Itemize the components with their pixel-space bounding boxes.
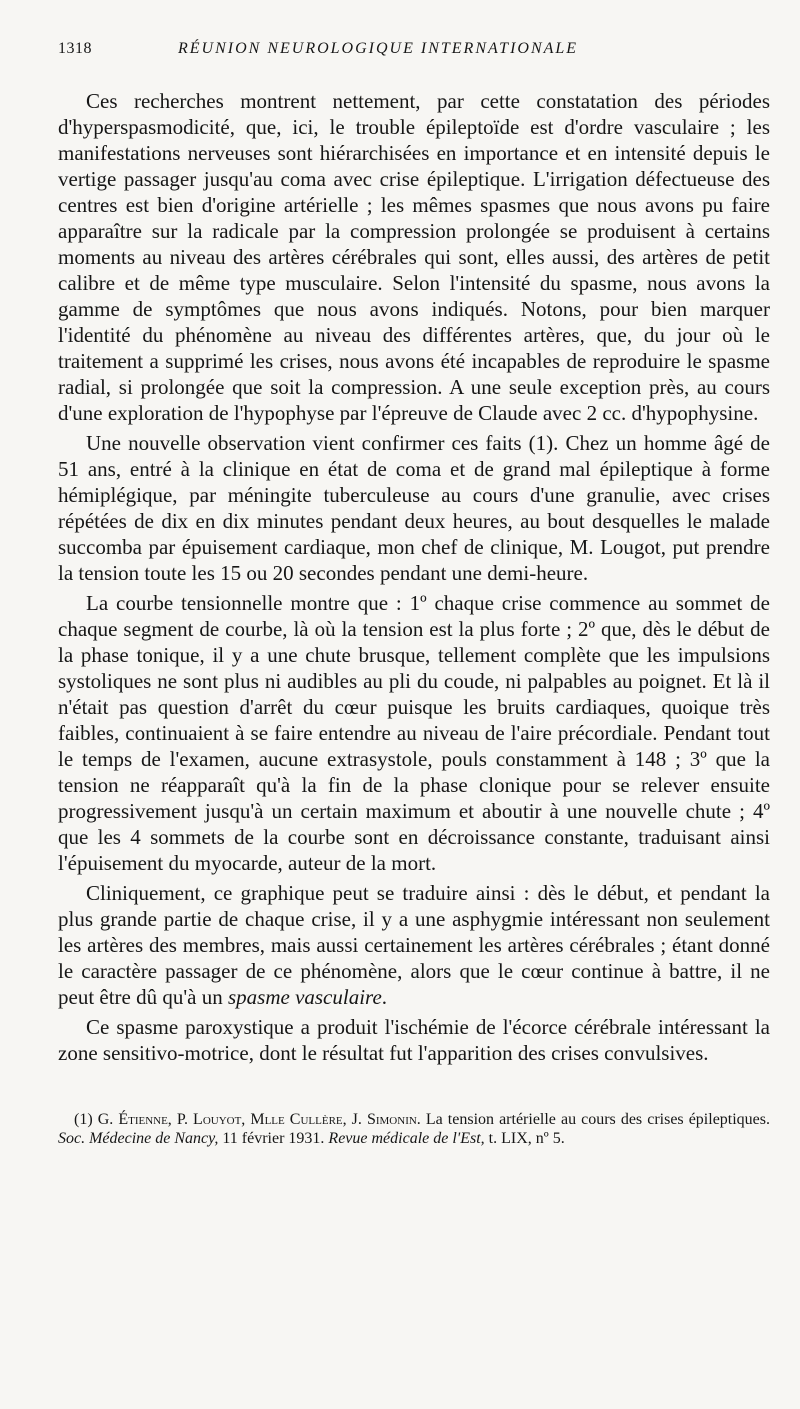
paragraph: La courbe tensionnelle montre que : 1º chaque crise commence au sommet de chaque segment de courbe, là où la tension est la plus forte ; 2º que, dès le début de la phase tonique, il y a une chute brusque, tellement complète que les impulsions systoliques ne sont plus ni audibles au pli du coude, ni palpables au poignet. Et là il n'était pas question d'arrêt du cœur puisque les bruits cardiaques, quoique très faibles, continuaient à se faire entendre au niveau de l'aire précordiale. Pendant tout le temps de l'examen, aucune extrasystole, pouls constamment à 148 ; 3º que la tension ne réapparaît qu'à la fin de la phase clonique pour se relever ensuite progressivement jusqu'à un certain maximum et aboutir à une nouvelle chute ; 4º que les 4 sommets de la courbe sont en décroissance constante, traduisant ainsi l'épuisement du myocarde, auteur de la mort. <box>58 591 770 875</box>
footnote-marker: (1) <box>74 1111 93 1128</box>
paragraph: Une nouvelle observation vient confirmer ces faits (1). Chez un homme âgé de 51 ans, entré à la clinique en état de coma et de grand mal épileptique à forme hémiplégique, par méningite tuberculeuse au cours d'une granulie, avec crises répétées de dix en dix minutes pendant deux heures, au bout desquelles le malade succomba par épuisement cardiaque, mon chef de clinique, M. Lougot, put prendre la tension toute les 15 ou 20 secondes pendant une demi-heure. <box>58 431 770 585</box>
paragraph-text-end: . <box>381 985 388 1009</box>
paragraph-italic-text: spasme vasculaire <box>227 985 382 1009</box>
paragraph: Ces recherches montrent nettement, par cette constatation des périodes d'hyperspasmodicité, que, ici, le trouble épileptoïde est d'ordre vasculaire ; les manifestations nerveuses sont hiérarchisées en importance et en intensité depuis le vertige passager jusqu'au coma avec crise épileptique. L'irrigation défectueuse des centres est bien d'origine artérielle ; les mêmes spasmes que nous avons pu faire apparaître sur la radicale par la compression prolongée se produisent à certains moments au niveau des artères cérébrales qui sont, elles aussi, des artères de petit calibre et de même type musculaire. Selon l'intensité du spasme, nous avons la gamme de symptômes que nous avons indiqués. Notons, pour bien marquer l'identité du phénomène au niveau des différentes artères, que, du jour où le traitement a supprimé les crises, nous avons été incapables de reproduire le spasme radial, si prolongée que soit la compression. A une seule exception près, au cours d'une exploration de l'hypophyse par l'épreuve de Claude avec 2 cc. d'hypophysine. <box>58 89 770 425</box>
footnote-title: La tension artérielle au cours des crises épileptiques. <box>420 1111 771 1128</box>
running-title: RÉUNION NEUROLOGIQUE INTERNATIONALE <box>178 40 579 57</box>
paragraph-text: Cliniquement, ce graphique peut se traduire ainsi : dès le début, et pendant la plus grande partie de chaque crise, il y a une asphygmie intéressant non seulement les artères des membres, mais aussi certainement les artères cérébrales ; étant donné le caractère passager de ce phénomène, alors que le cœur continue à battre, il ne peut être dû qu'à un <box>58 881 770 1009</box>
page-number: 1318 <box>58 40 92 57</box>
body-text <box>58 88 770 1066</box>
footnote-volume: t. LIX, nº 5. <box>484 1130 565 1147</box>
footnote-date: 11 février 1931. <box>218 1130 329 1147</box>
running-head <box>58 40 770 58</box>
page <box>58 40 770 1148</box>
footnote-authors: G. Étienne, P. Louyot, Mlle Cullère, J. Simonin. <box>97 1111 421 1128</box>
footnote-source: Soc. Médecine de Nancy, <box>58 1130 219 1147</box>
paragraph: Ce spasme paroxystique a produit l'ischémie de l'écorce cérébrale intéressant la zone sensitivo-motrice, dont le résultat fut l'apparition des crises convulsives. <box>58 1015 770 1065</box>
paragraph <box>58 880 770 1010</box>
footnote-journal: Revue médicale de l'Est, <box>328 1130 485 1147</box>
footnote <box>58 1110 770 1148</box>
